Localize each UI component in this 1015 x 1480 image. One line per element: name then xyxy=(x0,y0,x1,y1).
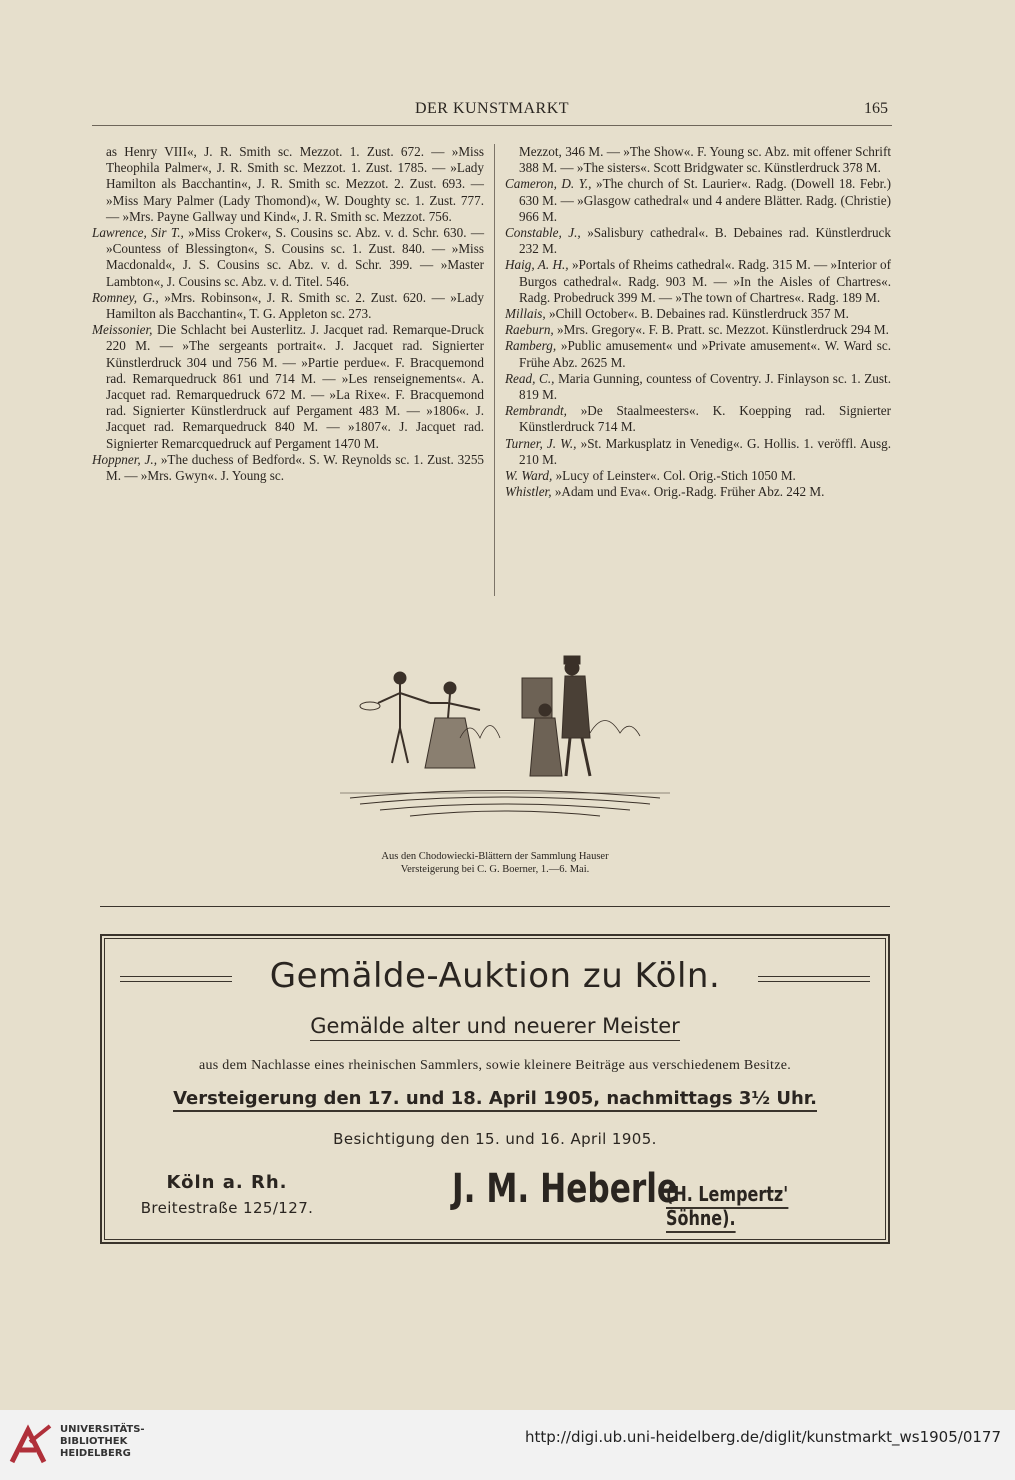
artist-name: Cameron, D. Y., xyxy=(505,176,592,192)
entry-text: »Chill October«. B. Debaines rad. Künstlerdruck 357 M. xyxy=(548,306,849,322)
entry-text: »Public amusement« und »Private amusement«. W. Ward sc. Frühe Abz. 2625 M. xyxy=(519,338,892,370)
catalog-entry xyxy=(505,436,891,468)
entry-text: Maria Gunning, countess of Coventry. J. Finlayson sc. 1. Zust. 819 M. xyxy=(519,370,891,403)
permalink-url[interactable]: http://digi.ub.uni-heidelberg.de/diglit/kunstmarkt_ws1905/0177 xyxy=(525,1428,1001,1446)
entry-text: »De Staalmeesters«. K. Koepping rad. Signierter Künstlerdruck 714 M. xyxy=(519,403,891,435)
catalog-entry xyxy=(92,452,484,484)
left-column xyxy=(92,144,484,484)
catalog-entry xyxy=(505,322,891,338)
illustration-caption xyxy=(280,850,710,876)
catalog-entry xyxy=(92,225,484,290)
auction-advertisement xyxy=(100,934,890,1244)
entry-text: »St. Markusplatz in Venedig«. G. Hollis. 1. veröffl. Ausg. 210 M. xyxy=(519,435,891,467)
artist-name: Hoppner, J., xyxy=(92,451,157,467)
artist-name: Lawrence, Sir T., xyxy=(92,225,184,241)
catalog-entry xyxy=(505,403,891,435)
ad-subtitle xyxy=(102,1014,888,1038)
catalog-entry xyxy=(505,484,891,500)
catalog-entry xyxy=(505,144,891,176)
caption-line-2: Versteigerung bei C. G. Boerner, 1.—6. Mai. xyxy=(400,864,590,875)
column-divider xyxy=(494,144,495,596)
catalog-entry xyxy=(92,144,484,225)
ad-auction-date xyxy=(102,1088,888,1109)
artist-name: Read, C., xyxy=(505,370,555,386)
ad-auction-text: Versteigerung den 17. und 18. April 1905, nachmittags 3½ Uhr. xyxy=(173,1088,817,1112)
ad-title-row xyxy=(120,956,870,1002)
ad-city: Köln a. Rh. xyxy=(166,1172,288,1193)
catalog-entry xyxy=(92,322,484,452)
entry-text: »Lucy of Leinster«. Col. Orig.-Stich 1050 M. xyxy=(555,468,796,484)
journal-title: DER KUNSTMARKT xyxy=(414,100,570,117)
entry-text: »The church of St. Laurier«. Radg. (Dowell 18. Febr.) 630 M. — »Glasgow cathedral« und 4 andere Blätter. Radg. (Christie) 966 M. xyxy=(519,176,892,224)
ad-firm-suffix xyxy=(666,1182,844,1230)
library-footer xyxy=(0,1410,1015,1480)
library-name-line-2: BIBLIOTHEK xyxy=(60,1436,128,1447)
artist-name: Rembrandt, xyxy=(505,403,567,419)
artist-name: Haig, A. H., xyxy=(505,257,569,273)
artist-name: Meissonier, xyxy=(92,322,153,338)
double-rule-right xyxy=(758,976,870,982)
catalog-entry xyxy=(505,176,891,225)
artist-name: Constable, J., xyxy=(505,225,581,241)
page-number: 165 xyxy=(864,100,888,117)
catalog-entry xyxy=(505,468,891,484)
entry-text: Mezzot, 346 M. — »The Show«. F. Young sc. Abz. mit offener Schrift 388 M. — »The sisters«. Scott Bridgwater sc. Künstlerdruck 378 M. xyxy=(519,144,891,176)
university-library-logo-icon xyxy=(8,1422,54,1466)
ad-subtitle-text: Gemälde alter und neuerer Meister xyxy=(310,1014,680,1041)
ad-firm-name: J. M. Heberle xyxy=(452,1166,679,1212)
artist-name: Millais, xyxy=(505,306,546,322)
catalog-entry xyxy=(505,371,891,403)
artist-name: Ramberg, xyxy=(505,338,557,354)
entry-text: Die Schlacht bei Austerlitz. J. Jacquet rad. Remarque-Druck 220 M. — »The sergeants portrait«. J. Jacquet rad. Signierter Künstlerdruck 304 und 756 M. — »Partie perdue«. F. Bracquemond rad. Remarquedruck 861 und 714 M. — »Les renseignements«. A. Jacquet rad. Remarquedruck 672 M. — »La Rixe«. F. Bracquemond rad. Signierter Künstlerdruck auf Pergament 483 M. — »1806«. J. Jacquet rad. Remarquedruck 840 M. — »1807«. J. Jacquet rad. Signierter Remarcquedruck auf Pergament 1470 M. xyxy=(106,322,485,451)
entry-text: »Miss Croker«, S. Cousins sc. Abz. v. d. Schr. 630. — »Countess of Blessington«, S. Cousins sc. 1. Zust. 840. — »Miss Macdonald«, J. S. Cousins sc. Abz. v. d. Schr. 399. — »Master Lambton«, J. Cousins sc. Abz. v. d. Titel. 546. xyxy=(106,225,485,289)
entry-text: »Mrs. Robinson«, J. R. Smith sc. 2. Zust. 620. — »Lady Hamilton als Bacchantin«, T. G. Appleton sc. 273. xyxy=(106,289,484,322)
ad-description: aus dem Nachlasse eines rheinischen Sammlers, sowie kleinere Beiträge aus verschiedenem Besitze. xyxy=(198,1058,792,1073)
catalog-entry xyxy=(92,290,484,322)
running-header xyxy=(92,96,892,126)
library-name-line-3: HEIDELBERG xyxy=(60,1448,131,1459)
ad-title: Gemälde-Auktion zu Köln. xyxy=(269,956,721,996)
library-name xyxy=(60,1424,145,1460)
separator-rule xyxy=(100,906,890,907)
artist-name: Raeburn, xyxy=(505,322,554,338)
caption-line-1: Aus den Chodowiecki-Blättern der Sammlung Hauser xyxy=(381,851,609,862)
right-column xyxy=(505,144,891,500)
catalog-entry xyxy=(505,257,891,306)
ad-firm-suffix-text: (H. Lempertz' Söhne). xyxy=(666,1182,788,1233)
artist-name: Whistler, xyxy=(505,484,552,500)
library-name-line-1: UNIVERSITÄTS- xyxy=(60,1424,145,1435)
ad-street: Breitestraße 125/127. xyxy=(140,1199,314,1217)
catalog-entry xyxy=(505,338,891,370)
entry-text: »Adam und Eva«. Orig.-Radg. Früher Abz. 242 M. xyxy=(554,484,825,500)
entry-text: »Mrs. Gregory«. F. B. Pratt. sc. Mezzot. Künstlerdruck 294 M. xyxy=(557,322,889,338)
catalog-entry xyxy=(505,225,891,257)
entry-text: »The duchess of Bedford«. S. W. Reynolds sc. 1. Zust. 3255 M. — »Mrs. Gwyn«. J. Young sc. xyxy=(106,451,485,484)
ad-viewing-date: Besichtigung den 15. und 16. April 1905. xyxy=(333,1130,657,1148)
ad-address xyxy=(132,1172,322,1217)
artist-name: W. Ward, xyxy=(505,468,553,484)
artist-name: Romney, G., xyxy=(92,289,159,305)
catalog-entry xyxy=(505,306,891,322)
engraving-illustration xyxy=(340,648,670,823)
entry-text: »Portals of Rheims cathedral«. Radg. 315 M. — »Interior of Burgos cathedral«. Radg. 903 M. — »In the Aisles of Chartres«. Radg. Probedruck 399 M. — »The town of Chartres«. Radg. 189 M. xyxy=(519,257,891,305)
entry-text: as Henry VIII«, J. R. Smith sc. Mezzot. 1. Zust. 672. — »Miss Theophila Palmer«, J. R. Smith sc. Mezzot. 1. Zust. 1785. — »Lady Hamilton als Bacchantin«, J. R. Smith sc. Mezzot. 2. Zust. 693. — »Miss Mary Palmer (Lady Thomond)«, W. Doughty sc. 1. Zust. 777. — »Mrs. Payne Gallway und Kind«, J. R. Smith sc. Mezzot. 756. xyxy=(106,144,484,224)
artist-name: Turner, J. W., xyxy=(505,435,577,451)
entry-text: »Salisbury cathedral«. B. Debaines rad. Künstlerdruck 232 M. xyxy=(519,225,891,257)
